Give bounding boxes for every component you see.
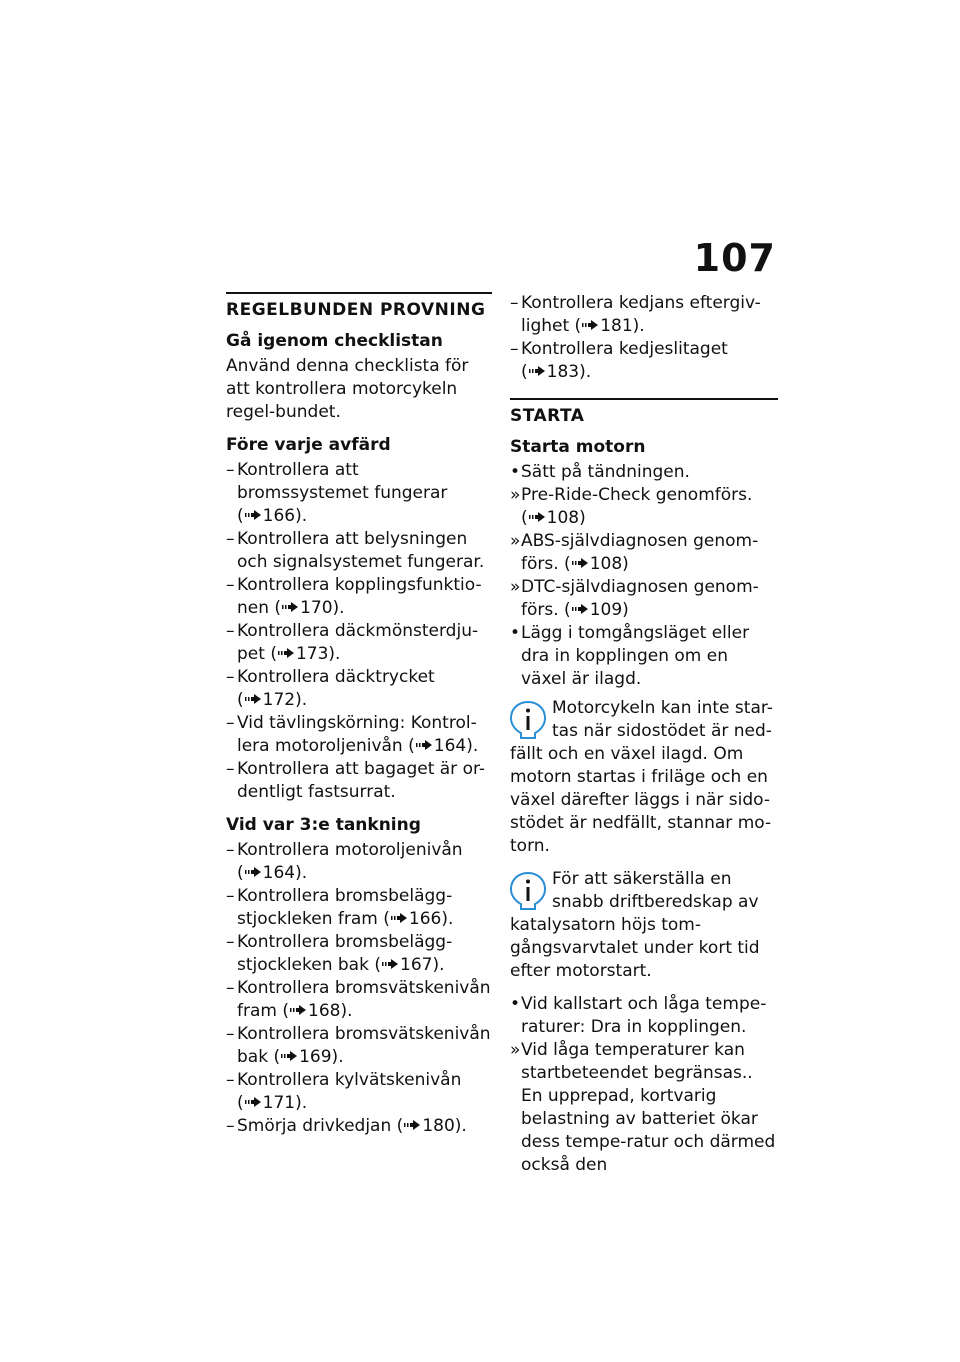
list-item-text: Kontrollera att bagaget är or-dentligt fastsurrat. <box>237 759 486 802</box>
list-marker: – <box>226 759 235 779</box>
arrow-right-icon <box>278 648 294 658</box>
page-reference-number: 164). <box>433 736 479 756</box>
page-reference-number: 183). <box>546 362 592 382</box>
list-item <box>510 993 778 1039</box>
list-item <box>226 574 492 620</box>
list-marker: – <box>510 293 519 313</box>
arrow-right-icon <box>582 320 598 330</box>
left-column <box>226 292 492 1144</box>
page-reference: ( 169). <box>268 1047 344 1067</box>
info-icon <box>508 699 548 741</box>
list-item <box>226 839 492 885</box>
page-reference-number: 166). <box>408 909 454 929</box>
list-item-text: ABS-självdiagnosen genom-förs. <box>521 531 759 574</box>
subheading: Vid var 3:e tankning <box>226 815 421 835</box>
page-reference-number: 180). <box>422 1116 467 1136</box>
page-reference: ( 167). <box>368 955 445 975</box>
list-item <box>510 622 778 691</box>
list-item <box>226 885 492 931</box>
arrow-right-icon <box>572 604 588 614</box>
list-marker: • <box>510 462 521 482</box>
info-note: Motorcykeln kan inte star-tas när sidostödet är ned-fällt och en växel ilagd. Om motorn startas i friläge och en växel därefter läggs i när sido-stödet är nedfällt, stannar mo-torn. <box>510 698 773 856</box>
page-reference: ( 166). <box>377 909 454 929</box>
list-item-text: Kontrollera motoroljenivån <box>237 840 463 860</box>
list-item-text: Kontrollera däcktrycket <box>237 667 435 687</box>
list-item <box>510 576 778 622</box>
list-marker: – <box>510 339 519 359</box>
list-item <box>226 528 492 574</box>
list-item-text: Kontrollera kedjans eftergiv-lighet <box>521 293 761 336</box>
list-marker: » <box>510 485 521 505</box>
arrow-right-icon <box>245 1097 261 1107</box>
arrow-right-icon <box>529 366 545 376</box>
right-column <box>510 292 778 1183</box>
arrow-right-icon <box>416 740 432 750</box>
list-item-text: Smörja drivkedjan <box>237 1116 392 1136</box>
list-item-text: Kontrollera bromsvätskenivån fram <box>237 978 491 1021</box>
list-marker: • <box>510 623 521 643</box>
page-reference-number: 169). <box>299 1047 344 1067</box>
checklist-before-ride <box>226 459 492 804</box>
page-reference: ( 164). <box>402 736 479 756</box>
list-item-text: Kontrollera däckmönsterdju-pet <box>237 621 479 664</box>
checklist-every-third-fill <box>226 839 492 1138</box>
list-item <box>510 1039 778 1177</box>
page-reference: ( 171). <box>237 1093 308 1113</box>
subheading: Före varje avfärd <box>226 435 391 455</box>
arrow-right-icon <box>572 558 588 568</box>
list-item <box>226 1023 492 1069</box>
list-marker: • <box>510 994 521 1014</box>
intro-paragraph: Använd denna checklista för att kontrollera motorcykeln regel-bundet. <box>226 356 469 422</box>
section-divider <box>226 292 492 294</box>
page-reference: ( 173). <box>264 644 341 664</box>
page-reference-number: 166). <box>262 506 308 526</box>
list-item-text: Lägg i tomgångsläget eller dra in kopplingen om en växel är ilagd. <box>521 623 750 689</box>
start-steps <box>510 461 778 691</box>
list-item <box>226 977 492 1023</box>
page-reference-number: 170). <box>300 598 345 618</box>
page-reference-number: 167). <box>400 955 445 975</box>
list-item <box>226 712 492 758</box>
arrow-right-icon <box>529 512 545 522</box>
subheading: Starta motorn <box>510 437 646 457</box>
page-reference: ( 164). <box>237 863 308 883</box>
list-marker: » <box>510 577 521 597</box>
page-reference: ( 109) <box>558 600 629 620</box>
arrow-right-icon <box>404 1120 420 1130</box>
page-reference-number: 108) <box>546 508 586 528</box>
arrow-right-icon <box>282 602 298 612</box>
page-reference: ( 108) <box>521 508 586 528</box>
list-item-text: DTC-självdiagnosen genom-förs. <box>521 577 759 620</box>
list-marker: – <box>226 978 235 998</box>
arrow-right-icon <box>391 913 407 923</box>
page-number: 107 <box>693 236 776 280</box>
page-reference-number: 108) <box>589 554 629 574</box>
arrow-right-icon <box>245 694 261 704</box>
start-steps-continued <box>510 993 778 1177</box>
list-marker: – <box>226 1116 235 1136</box>
list-marker: – <box>226 529 235 549</box>
page-reference: ( 168). <box>276 1001 353 1021</box>
subheading: Gå igenom checklistan <box>226 331 443 351</box>
list-item <box>226 620 492 666</box>
list-item <box>226 1115 492 1138</box>
list-item <box>226 459 492 528</box>
list-marker: – <box>226 575 235 595</box>
list-marker: – <box>226 840 235 860</box>
list-item-text: Vid kallstart och låga tempe-raturer: Dra in kopplingen. <box>521 994 767 1037</box>
page-reference-number: 168). <box>308 1001 353 1021</box>
list-marker: – <box>226 932 235 952</box>
list-item-text: Kontrollera kopplingsfunktio-nen <box>237 575 482 618</box>
list-item-text: Kontrollera bromsbelägg-stjockleken fram <box>237 886 453 929</box>
info-icon <box>508 870 548 912</box>
list-marker: – <box>226 713 235 733</box>
list-item-text: Kontrollera bromsbelägg-stjockleken bak <box>237 932 453 975</box>
list-item <box>226 931 492 977</box>
section-title: REGELBUNDEN PROVNING <box>226 300 486 320</box>
page-reference: ( 170). <box>269 598 345 618</box>
list-item <box>510 530 778 576</box>
page-reference: ( 166). <box>237 506 308 526</box>
list-marker: – <box>226 460 235 480</box>
list-item-text: Kontrollera att bromssystemet fungerar <box>237 460 448 503</box>
list-item-text: Kontrollera bromsvätskenivån bak <box>237 1024 491 1067</box>
list-marker: – <box>226 1024 235 1044</box>
page-reference-number: 181). <box>600 316 645 336</box>
checklist-continued <box>510 292 778 384</box>
list-marker: – <box>226 1070 235 1090</box>
list-item-text: Kontrollera kedjeslitaget <box>521 339 728 359</box>
list-marker: – <box>226 667 235 687</box>
page-reference: ( 108) <box>558 554 629 574</box>
page-reference: ( 172). <box>237 690 308 710</box>
list-item <box>226 1069 492 1115</box>
arrow-right-icon <box>245 510 261 520</box>
list-item <box>510 461 778 484</box>
arrow-right-icon <box>245 867 261 877</box>
info-note: För att säkerställa en snabb driftberedskap av katalysatorn höjs tom-gångsvarvtalet under kort tid efter motorstart. <box>510 869 760 981</box>
arrow-right-icon <box>382 959 398 969</box>
section-divider <box>510 398 778 400</box>
section-title: STARTA <box>510 406 585 426</box>
arrow-right-icon <box>290 1005 306 1015</box>
list-item <box>226 666 492 712</box>
list-item-text: Kontrollera att belysningen och signalsystemet fungerar. <box>237 529 485 572</box>
page-reference: ( 181). <box>569 316 645 336</box>
list-item-text: Sätt på tändningen. <box>521 462 690 482</box>
list-item <box>226 758 492 804</box>
list-item-text: Pre-Ride-Check genomförs. <box>521 485 753 505</box>
list-item <box>510 338 778 384</box>
arrow-right-icon <box>281 1051 297 1061</box>
page-reference-number: 173). <box>295 644 341 664</box>
page-reference-number: 171). <box>262 1093 308 1113</box>
page-reference: ( 180). <box>391 1116 467 1136</box>
page-reference: ( 183). <box>521 362 592 382</box>
list-item-text: Vid låga temperaturer kan startbeteendet begränsas.. En upprepad, kortvarig belastning av batteriet ökar dess tempe-ratur och därmed också den <box>521 1040 776 1175</box>
page-reference-number: 109) <box>589 600 629 620</box>
list-item <box>510 292 778 338</box>
list-marker: » <box>510 531 521 551</box>
list-item-text: Vid tävlingskörning: Kontrol-lera motoroljenivån <box>237 713 477 756</box>
list-item <box>510 484 778 530</box>
list-marker: » <box>510 1040 521 1060</box>
list-marker: – <box>226 886 235 906</box>
list-marker: – <box>226 621 235 641</box>
list-item-text: Kontrollera kylvätskenivån <box>237 1070 462 1090</box>
page-reference-number: 172). <box>262 690 308 710</box>
page-reference-number: 164). <box>262 863 308 883</box>
